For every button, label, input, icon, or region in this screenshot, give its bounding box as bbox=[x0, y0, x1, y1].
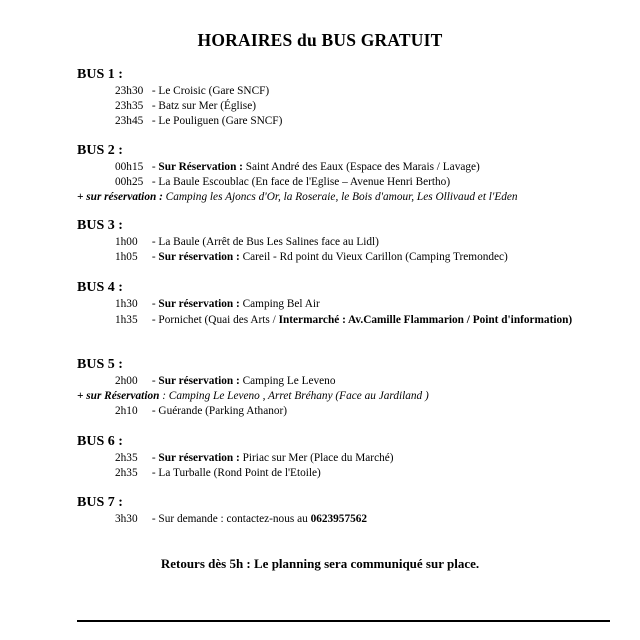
divider-line bbox=[77, 620, 610, 622]
bus-1-stop-2: 23h35 - Batz sur Mer (Église) bbox=[115, 100, 256, 112]
bus-5-stop-2: 2h10 - Guérande (Parking Athanor) bbox=[115, 405, 288, 417]
bus-1-heading: BUS 1 : bbox=[77, 67, 123, 82]
bus-4-heading: BUS 4 : bbox=[77, 280, 123, 295]
bus-1-stop-3: 23h45 - Le Pouliguen (Gare SNCF) bbox=[115, 115, 283, 127]
bus-3-stop-2: 1h05 - Sur réservation : Careil - Rd point du Vieux Carillon (Camping Tremondec) bbox=[115, 251, 508, 263]
bus-6-stop-2: 2h35 - La Turballe (Rond Point de l'Etoile) bbox=[115, 467, 321, 479]
bus-4-stop-2: 1h35 - Pornichet (Quai des Arts / Intermarché : Av.Camille Flammarion / Point d'information) bbox=[115, 314, 573, 326]
bus-2-extra-reservation: + sur réservation : Camping les Ajoncs d'Or, la Roseraie, le Bois d'amour, Les Ollivaud et l'Eden bbox=[77, 191, 518, 203]
bus-3-heading: BUS 3 : bbox=[77, 218, 123, 233]
bus-5-extra-reservation: + sur Réservation : Camping Le Leveno , Arret Bréhany (Face au Jardiland ) bbox=[77, 390, 429, 402]
bus-2-stop-2: 00h25 - La Baule Escoublac (En face de l'Eglise – Avenue Henri Bertho) bbox=[115, 176, 451, 188]
bus-7-stop-1: 3h30 - Sur demande : contactez-nous au 0623957562 bbox=[115, 513, 368, 525]
bus-6-stop-1: 2h35 - Sur réservation : Piriac sur Mer (Place du Marché) bbox=[115, 452, 394, 464]
bus-1-stop-1: 23h30 - Le Croisic (Gare SNCF) bbox=[115, 85, 270, 97]
bus-2-stop-1: 00h15 - Sur Réservation : Saint André des Eaux (Espace des Marais / Lavage) bbox=[115, 161, 480, 173]
bus-5-heading: BUS 5 : bbox=[77, 357, 123, 372]
bus-5-stop-1: 2h00 - Sur réservation : Camping Le Leveno bbox=[115, 375, 336, 387]
bus-4-stop-1: 1h30 - Sur réservation : Camping Bel Air bbox=[115, 298, 320, 310]
bus-2-heading: BUS 2 : bbox=[77, 143, 123, 158]
return-note: Retours dès 5h : Le planning sera communiqué sur place. bbox=[160, 556, 480, 571]
page-title: HORAIRES du BUS GRATUIT bbox=[197, 30, 443, 50]
bus-7-heading: BUS 7 : bbox=[77, 495, 123, 510]
bus-6-heading: BUS 6 : bbox=[77, 434, 123, 449]
bus-3-stop-1: 1h00 - La Baule (Arrêt de Bus Les Salines face au Lidl) bbox=[115, 236, 379, 248]
